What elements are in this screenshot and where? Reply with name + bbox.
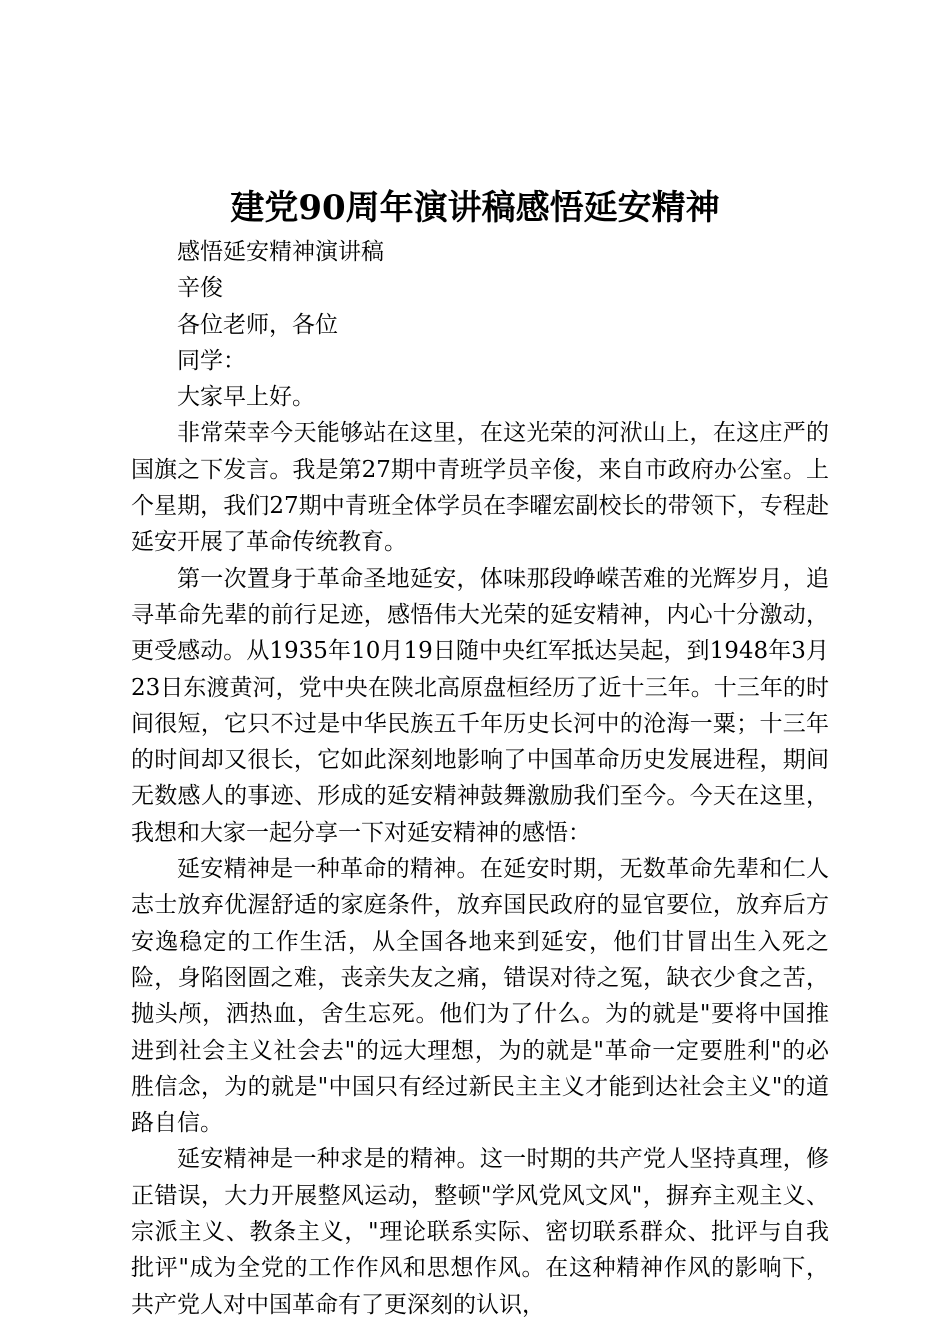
paragraph-salutation: 各位老师，各位 — [177, 311, 338, 338]
paragraph-author: 辛俊 — [177, 275, 223, 302]
document-title: 建党90周年演讲稿感悟延安精神 — [230, 188, 720, 228]
paragraph-truth-seeking-spirit: 延安精神是一种求是的精神。这一时期的共产党人坚持真理，修正错误，大力开展整风运动，整顿"学风党风文风"，摒弃主观主义、宗派主义、教条主义，"理论联系实际、密切联系群众、批评与自我批评"成为全党的工作作风和思想作风。在这种精神作风的影响下，共产党人对中国革命有了更深刻的认识， — [131, 1146, 829, 1318]
document-body — [131, 234, 829, 1323]
paragraph-history: 第一次置身于革命圣地延安，体味那段峥嵘苦难的光辉岁月，追寻革命先辈的前行足迹，感悟伟大光荣的延安精神，内心十分激动，更受感动。从1935年10月19日随中央红军抵达吴起，到1948年3月23日东渡黄河，党中央在陕北高原盘桓经历了近十三年。十三年的时间很短，它只不过是中华民族五千年历史长河中的沧海一粟；十三年的时间却又很长，它如此深刻地影响了中国革命历史发展进程，期间无数感人的事迹、形成的延安精神鼓舞激励我们至今。今天在这里，我想和大家一起分享一下对延安精神的感悟： — [131, 565, 829, 846]
paragraph-revolutionary-spirit: 延安精神是一种革命的精神。在延安时期，无数革命先辈和仁人志士放弃优渥舒适的家庭条件，放弃国民政府的显官要位，放弃后方安逸稳定的工作生活，从全国各地来到延安，他们甘冒出生入死之险，身陷囹圄之难，丧亲失友之痛，错误对待之冤，缺衣少食之苦，抛头颅，洒热血，舍生忘死。他们为了什么。为的就是"要将中国推进到社会主义社会去"的远大理想，为的就是"革命一定要胜利"的必胜信念，为的就是"中国只有经过新民主主义才能到达社会主义"的道路自信。 — [131, 856, 829, 1137]
paragraph-intro: 非常荣幸今天能够站在这里，在这光荣的河洑山上，在这庄严的国旗之下发言。我是第27期中青班学员辛俊，来自市政府办公室。上个星期，我们27期中青班全体学员在李曜宏副校长的带领下，专程赴延安开展了革命传统教育。 — [131, 420, 829, 556]
paragraph-salutation-cont: 同学： — [177, 347, 246, 374]
paragraph-greeting: 大家早上好。 — [177, 384, 315, 411]
paragraph-speech-heading: 感悟延安精神演讲稿 — [177, 239, 384, 265]
